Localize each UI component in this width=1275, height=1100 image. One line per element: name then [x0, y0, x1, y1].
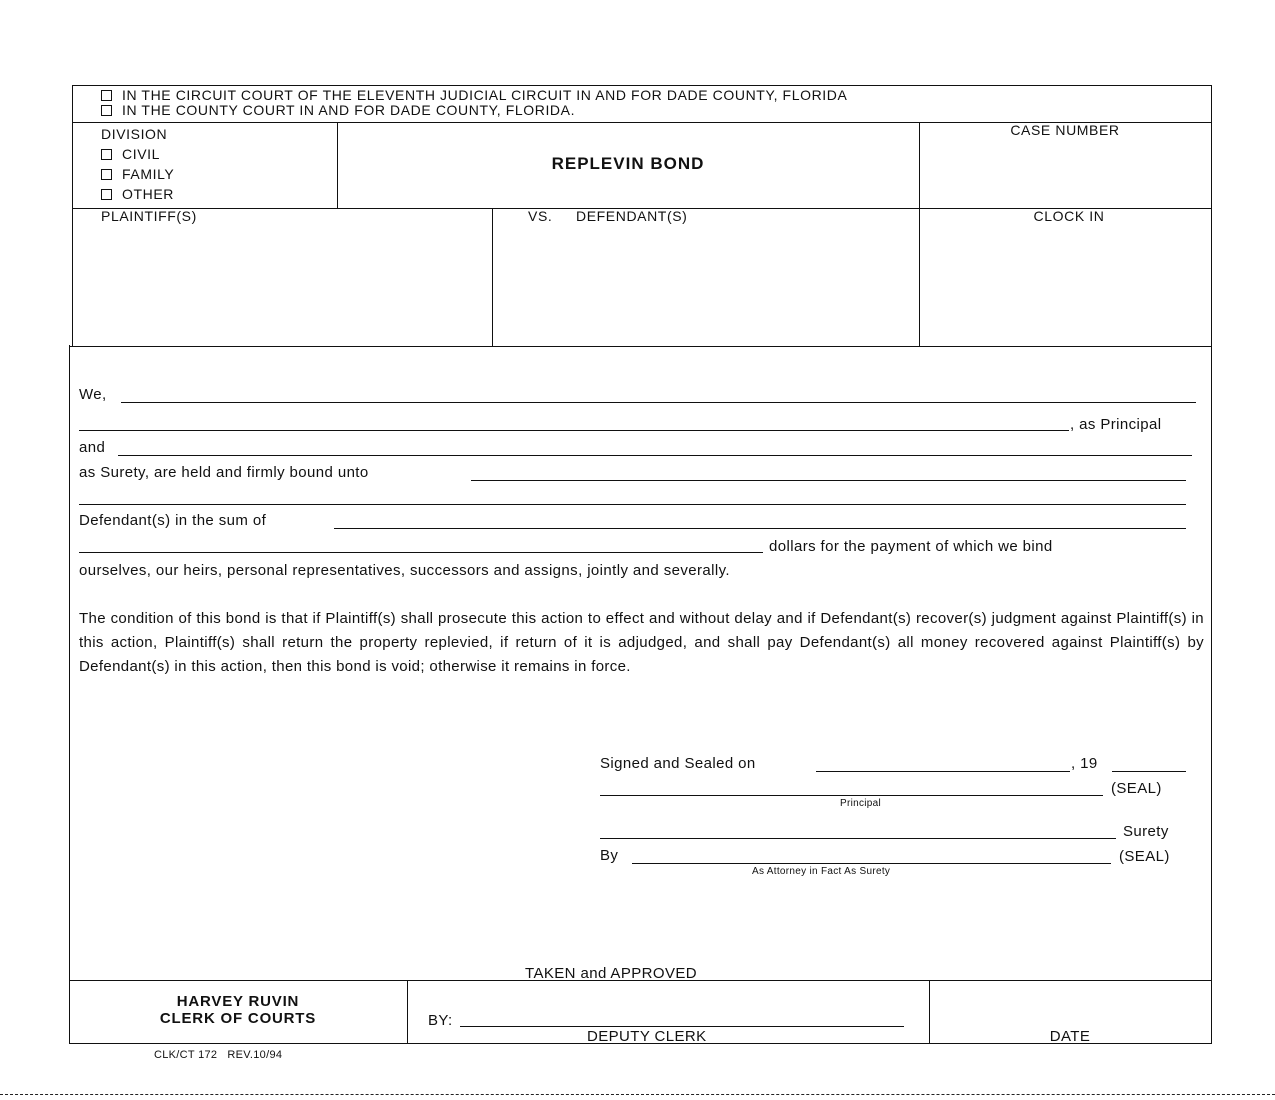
frame-top [72, 85, 1212, 86]
signed-sealed-label: Signed and Sealed on [600, 755, 756, 772]
defendant-field[interactable] [500, 228, 912, 340]
scan-artifact-line [0, 1094, 1275, 1095]
checkbox-civil[interactable] [101, 149, 112, 160]
defendant-label: DEFENDANT(S) [576, 208, 688, 224]
sum-line-1[interactable] [334, 528, 1186, 529]
deputy-clerk-caption: DEPUTY CLERK [587, 1028, 707, 1045]
year-prefix-label: , 19 [1071, 755, 1098, 772]
and-label: and [79, 439, 106, 456]
surety-label: Surety [1123, 823, 1169, 840]
obligee-line-2[interactable] [79, 504, 1186, 505]
plaintiff-field[interactable] [80, 228, 485, 340]
frame-left-lower [69, 345, 70, 1043]
ourselves-text: ourselves, our heirs, personal representatives, successors and assigns, jointly and severally. [79, 562, 730, 579]
checkbox-county[interactable] [101, 105, 112, 116]
principal-name-line-2[interactable] [79, 430, 1069, 431]
division-label: DIVISION [101, 126, 168, 142]
date-caption: DATE [1049, 1028, 1091, 1045]
division-family-option[interactable] [101, 166, 174, 182]
clerk-title: CLERK OF COURTS [159, 1010, 317, 1027]
clock-in-label: CLOCK IN [1033, 208, 1105, 224]
dollars-label: dollars for the payment of which we bind [769, 538, 1053, 555]
division-family-label: FAMILY [122, 166, 175, 182]
surety-name-line[interactable] [118, 455, 1192, 456]
checkbox-other[interactable] [101, 189, 112, 200]
division-other-option[interactable] [101, 186, 174, 202]
taken-approved-label: TAKEN and APPROVED [525, 965, 697, 982]
checkbox-circuit[interactable] [101, 90, 112, 101]
frame-right [1211, 85, 1212, 1043]
as-surety-label: as Surety, are held and firmly bound unto [79, 464, 369, 481]
clock-in-field[interactable] [925, 228, 1205, 340]
deputy-clerk-line[interactable] [460, 1026, 904, 1027]
division-other-label: OTHER [122, 186, 174, 202]
principal-caption: Principal [840, 798, 882, 809]
footer-divider-1 [407, 980, 408, 1043]
court-county-option[interactable] [101, 102, 575, 118]
principal-signature-line[interactable] [600, 795, 1103, 796]
case-number-label: CASE NUMBER [1010, 122, 1120, 138]
obligee-line-1[interactable] [471, 480, 1186, 481]
checkbox-family[interactable] [101, 169, 112, 180]
defendants-sum-label: Defendant(s) in the sum of [79, 512, 267, 529]
plaintiff-label: PLAINTIFF(S) [101, 208, 197, 224]
we-label: We, [79, 386, 107, 403]
surety-signature-line[interactable] [600, 838, 1116, 839]
form-title: REPLEVIN BOND [551, 154, 705, 173]
clerk-name: HARVEY RUVIN [176, 993, 300, 1010]
footer-by-label: BY: [428, 1012, 453, 1029]
attorney-signature-line[interactable] [632, 863, 1111, 864]
signed-date-line[interactable] [816, 771, 1070, 772]
form-code: CLK/CT 172 REV.10/94 [154, 1049, 283, 1061]
title-divider [919, 122, 920, 346]
seal-label-1: (SEAL) [1111, 780, 1162, 797]
division-civil-option[interactable] [101, 146, 160, 162]
vs-label: VS. [528, 208, 553, 224]
condition-paragraph: The condition of this bond is that if Plaintiff(s) shall prosecute this action to effect and without delay and if Defendant(s) recover(s) judgment against Plaintiff(s) in this action, Plaintiff(s) shall return the property replevied, if return of it is adjudged, and shall pay Defendant(s) all money recovered against Plaintiff(s) by Defendant(s) in this action, then this bond is void; otherwise it remains in force. [79, 610, 1204, 675]
court-county-label: IN THE COUNTY COURT IN AND FOR DADE COUNTY, FLORIDA. [122, 102, 576, 118]
frame-left-upper [72, 85, 73, 347]
year-line[interactable] [1112, 771, 1186, 772]
sum-line-2[interactable] [79, 552, 763, 553]
plaintiff-divider [492, 208, 493, 346]
as-principal-label: , as Principal [1070, 416, 1162, 433]
division-civil-label: CIVIL [122, 146, 161, 162]
court-circuit-option[interactable] [101, 87, 847, 103]
attorney-caption: As Attorney in Fact As Surety [752, 866, 891, 877]
seal-label-2: (SEAL) [1119, 848, 1170, 865]
case-number-field[interactable] [925, 142, 1205, 202]
by-label: By [600, 847, 619, 864]
court-circuit-label: IN THE CIRCUIT COURT OF THE ELEVENTH JUDICIAL CIRCUIT IN AND FOR DADE COUNTY, FLORIDA [122, 87, 848, 103]
parties-row-bottom [69, 346, 1212, 347]
principal-name-line-1[interactable] [121, 402, 1196, 403]
date-field[interactable] [935, 985, 1205, 1025]
footer-top [69, 980, 1212, 981]
